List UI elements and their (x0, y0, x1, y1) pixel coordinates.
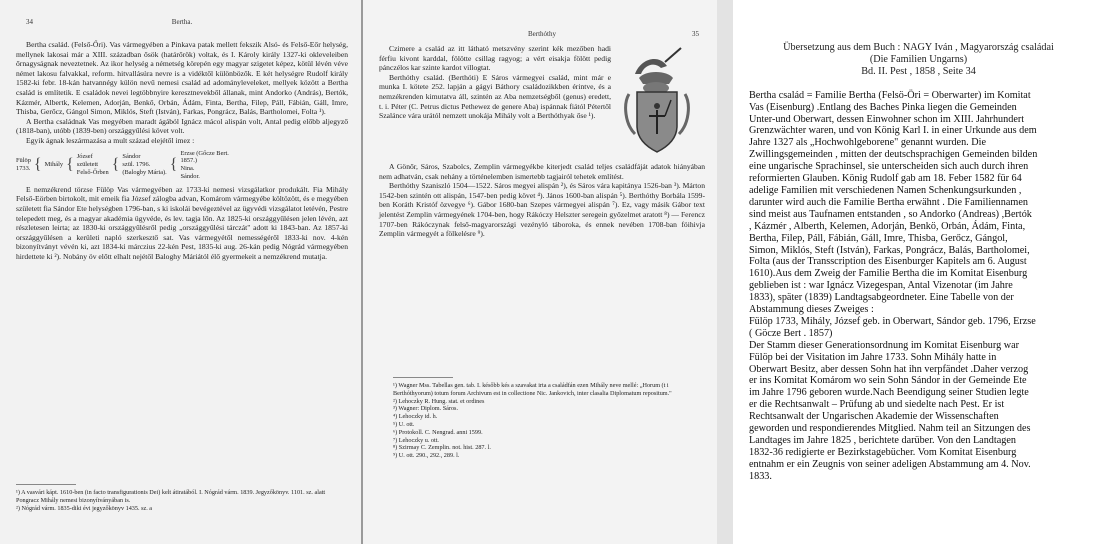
footnote: ⁷) Lehoczky u. ott. (393, 436, 439, 444)
footnote: ³) Wagner: Diplom. Sáros. (393, 405, 458, 413)
translation-line: Oberwart Besitz, aber dessen Sohn hat ihn verpfändet .Daher verzog (749, 363, 1029, 375)
running-head: Berthóthy (528, 30, 556, 38)
translation-line: Fülöp 1733, Mihály, József geb. in Oberwart, Sándor geb. 1796, Erzse (749, 315, 1036, 327)
translation-line: , Kázmér , Alberth, Kelemen, Adorján, Benkö, Orbán, Ádám, Finta, (749, 220, 1026, 232)
translation-line: er ins Komitat Komárom wo sein Sohn Sándor in der Gemeinde Ete (749, 375, 1027, 387)
translation-line: darunter wird auch die Familie Bertha erwähnt . Die Familiennamen (749, 196, 1028, 208)
genealogy-generation (122, 153, 166, 176)
brace-icon: { (66, 156, 74, 174)
translation-line: Fülöp bei der Visitation im Jahre 1733. Sohn Mihály hatte in (749, 351, 997, 363)
translation-body (749, 90, 1088, 483)
genealogy-name: Erzse (Gőcze Bert. (180, 149, 229, 157)
page-number: 34 (26, 18, 33, 26)
translation-line: Bertha, Filep, Páll, Fábián, Gáll, Imre, Thisba, Gerőcz, Gángol, (749, 232, 1008, 244)
title-line: (Die Familien Ungarns) (869, 53, 968, 65)
genealogy-name: Fülöp (16, 157, 31, 165)
translation-line: 1833), später (1839) Landtagsabgeordneter. Eine Tabelle von der (749, 292, 1014, 304)
genealogy-note: szül. 1796. (122, 161, 151, 169)
middle-footnotes (393, 367, 699, 460)
left-page-header (16, 14, 348, 30)
translation-line: Vas (Eisenburg) .Entlang des Baches Pinka liegen die Gemeinden (749, 101, 1017, 113)
footnote: ¹) Wagner Mss. Tabellas gen. tab. I. később kés a szavakat irta a családfán ezen Mihály neve mellé: „Horum (t i Berthóthyorum) totum forum Archivum est in collectione Nic. Jankovich, inter clasalia Diplomatum repositum." (393, 382, 672, 397)
translation-line: ( Göcze Bert . 1857) (749, 327, 833, 339)
left-page-body (16, 40, 348, 261)
paragraph: A Bertha családnak Vas megyében maradt ágából Ignácz mácol alispán volt, Antal pedig előbb aljegyző (1818-ban), utóbb (1839-ben) országgyűlési követ volt. (16, 116, 348, 136)
translation-line: er die Rechtsanwalt – Prüfung ab und siedelte nach Pest. Er ist (749, 399, 1005, 411)
translation-line: 1610).Aus dem Zweig der Familie Bertha die im Komitat Eisenburg (749, 268, 1028, 280)
translation-line: Landtages im Jahre 1825 , berichtete darüber. Von den Landtagen (749, 435, 1016, 446)
translation-line: Rechtsanwalt der Ungarischen Akademie der Wissenschaften (749, 411, 999, 423)
genealogy-name: Mihály (44, 161, 64, 169)
footnote: ⁶) Protokoll. C. Nengrad. anni 1599. (393, 428, 483, 436)
footnote-divider (16, 484, 76, 485)
translation-line: Zwillingsgemeinden , mitten der deutschsprachigen Gemeinden bilden (749, 149, 1038, 161)
genealogy-note: (Balogby Mária). (122, 169, 167, 177)
paragraph: Berthóthy Szaniszló 1504—1522. Sáros megyei alispán ²), és Sáros vára kapitánya 1526-ban ³). Márton 1542-ben szintén ott alispán, 1547-ben pedig követ ⁴). János 1600-ban alispán ⁵). Berthóthy Borbála 1599-ben Koráth Kristóf özvegye ⁶). Gábor 1680-ban Szepes vármegyei alispán ⁷). Ez, vagy másik Gábor text jelentést Zemplin vármegyének 1704-ben, hogy Rákóczy Helszter seregein győzelmet aratott ⁸) — Ferencz 1707-ben Rákóczynak felső-magyarországi vezényló táboroka, és ennek nevében 1708-ban föihivja Zemplin vármegyét a fölkelésre ⁹). (379, 181, 705, 239)
page-number: 35 (692, 30, 699, 38)
paragraph: Egyik ágnak leszármazása a mult század elejétől imez : (26, 135, 195, 145)
translation-line: Abstammung dieses Zweiges : (749, 304, 874, 316)
left-book-page (0, 0, 362, 544)
footnote: ⁹) U. ott. 290., 292., 289. l. (393, 452, 460, 460)
translation-line: Simon, Miklós, Steft (István), Farkas, Pongrácz, Balás, Bartholomei, (749, 244, 1030, 256)
genealogy-note: 1857.) (180, 157, 197, 165)
translation-title (749, 42, 1088, 78)
coat-of-arms-icon (621, 44, 693, 162)
page-gap (717, 0, 733, 544)
footnote: ²) Nógrád várm. 1835-diki évi jegyzőkönyv 1435. sz. a (16, 504, 153, 512)
middle-page-body-continued (379, 162, 705, 239)
translation-line: Bertha család = Familie Bertha (Felsö-Öri = Oberwarter) im Komitat (749, 89, 1031, 101)
footnote: ¹) A vasvári kápt. 1610-ben (in facto transfigurationis Dei) kelt átiratából. I. Nógrád várm. 1839. Jegyzőkönyv. 1101. sz. alatt Pongracz Mihály nemesi bizonyítványában is. (16, 489, 326, 504)
title-line: Bd. II. Pest , 1858 , Seite 34 (861, 65, 976, 77)
genealogy-root (16, 157, 31, 173)
running-head: Bertha. (171, 18, 193, 26)
paragraph: A Gönőr, Sáros, Szabolcs, Zemplin vármegyékbe kiterjedt család teljes családfáját adatok hiányában nem adhatván, csak nehány a történelemben ismertebb tagjairól tehetek említést. (379, 162, 705, 181)
translation-line: 1832-36 redigierte er Bezirkstagebücher. Vom Komitat Eisenburg (749, 446, 1017, 458)
translation-line: geworden und respondierendes Mitglied. Nahm teil an Sitzungen des (749, 423, 1031, 435)
paragraph: Czimere a család az itt látható metszvény szerint kék mezőben hadi férfiu kivont karddal, fölötte csillag ragyog; a vért eisakja fölött pedig pánczélos kar szinte kardot villogtat. (379, 44, 611, 73)
translation-line: reformierten Glauben. König Rudolf gab am 18. Feber 1582 für 64 (749, 173, 1022, 185)
paragraph: Berthóthy család. (Berthóti) E Sáros vármegyei család, mint már e munka I. kötete 252. lapján a gágyi Báthory családozikkben érintve, és a nemzékrenden kimutatva áll, szintén az Aba nemzetségből (genus) eredett, t. i. Péter (C. Petrus dictus Pethewez de genere Aba) ispánnak fiától Pétertől Szalánce vára urától nemzett unokája Mihály volt a Berthóthyak őse ¹). (379, 72, 611, 121)
brace-icon: { (111, 156, 120, 174)
translation-line: adelige Familien mit verschiedenen Namen Schenkungsurkunden , (749, 184, 1022, 196)
translation-line: Jahre 1327 als „Hochwohlgeborene" genannt wurden. Die (749, 137, 986, 149)
genealogy-generation (77, 153, 109, 176)
middle-page-header (379, 14, 705, 38)
translation-line: Grenzwächter waren, und von König Karl I. in einer Urkunde aus dem (749, 125, 1037, 137)
translation-line: 1833. (749, 470, 772, 482)
translation-line: geblieben ist : war Ignácz Vizegespan, Antal Vizenotar (im Jahre (749, 280, 1013, 292)
translation-page (733, 0, 1100, 544)
genealogy-name: Sándor (122, 153, 141, 161)
genealogy-name: Nina. (180, 165, 195, 173)
footnote: ⁸) Szirmay C. Zemplin. not. hist. 287. l. (393, 444, 491, 452)
left-footnotes (16, 474, 348, 512)
genealogy-year: 1733. (16, 165, 31, 173)
genealogy-table (16, 150, 348, 181)
genealogy-name: Sándor. (180, 172, 200, 180)
translation-line: Der Stamm dieser Generationsordnung im Komitat Eisenburg war (749, 339, 1020, 351)
translation-line: eine ungarische Sprachinsel, sie unterscheiden sich auch durch ihren (749, 161, 1029, 173)
footnote-divider (393, 377, 453, 378)
genealogy-note: Felső-Őrben (76, 169, 109, 177)
translation-line: Folta (aus der Transscription des Eisenburger Kapitels am 6. August (749, 256, 1027, 268)
genealogy-note: született (76, 161, 99, 169)
brace-icon: { (169, 156, 178, 174)
footnote: ²) Lehoczky R. Hung. stat. et ordines (393, 397, 485, 405)
translation-line: im Jahre 1796 geboren wurde.Nach Beendigung seiner Studien legte (749, 387, 1029, 399)
paragraph: E nemzékrend törzse Fülöp Vas vármegyében az 1733-ki nemesi vizsgálatkor produkált. Fia Mihály Felső-Eörben birtokolt, mit emeik fia József zálogba advan, Komárom vármegyébe költözött, és e megyében született fia Sándor Ete helységben 1796-ban, s ki iskolái bevégeztével az ügyvédi vizsgálatot letévén, Pestre telepedett meg, és a magyar akadémia ügyvéde, és lev. tagja lőn. Az 1825-ki országgyűlésen jelen lévén, azt részletesen leirta; az 1830-ki országgyűlésről pedig „országgyűlési tárczát" adott ki 1843-ban. Az 1857-ki országgyűlésen a kerületi napló szerkesztő sat. Vas vármegyétől nemességéről 1833-ki nov. 4-kén bizonyítványt vévén ki, azt 1834-ki márczius 22-kén Pest, 1835-ki aug. 26-kán pedig Nógrád vármegyében hirdettete ki ²). Nobány öv előtt elhalt nejétől Baloghy Máriától élő gyermekeit a nemzékrend mutatja. (16, 184, 348, 261)
middle-book-page (363, 0, 717, 544)
genealogy-generation (180, 150, 228, 181)
paragraph: Bertha család. (Felső-Őri). Vas vármegyében a Pinkava patak mellett fekszik Alsó- és Felső-Eőr helység, mellynek lakosai már a XIII. században ősök (határőrök) voltak, és I. Károly király 1327-ki okleveleiben őrnagyságnak neveztetnek. Az ikor helység a németség körepén egy magyar szigetet képez, kötül lévén véve német lakosu falvakkal, reform. hitvallásúra nevre is a vidéktől különbözők. E két helységre Rudolf király 1582-ki febr. 18-kán hatvannégy külön nevű nemesi család ad adományleveleket, mellyek között a Bertha család is említetik. E családok nevei legtöbbnyire keresztnevekből állanak, mint Andorko (András), Bertók, Kázmér, Albertk, Kelemen, Adorján, Benkő, Orbán, Ádám, Finta, Bertha, Filep, Páll, Fábián, Gáll, Imre, Thisba, Gerőcz, Gángol Simon, Miklós, Steft (István), Farkas, Pongrácz, Balás, Bartholomei, Folta ¹). (16, 40, 348, 117)
translation-line: sind meist aus Taufnamen entstanden , so Andorko (Andreas) ,Bertók (749, 208, 1032, 220)
genealogy-name: József (76, 153, 93, 161)
footnote: ⁵) U. ott. (393, 420, 415, 428)
translation-line: entnahm er ein Zeugnis von seiner adeligen Abstammung am 4. Nov. (749, 458, 1031, 470)
title-line: Übersetzung aus dem Buch : NAGY Iván , Magyarország családai (783, 42, 1054, 53)
middle-page-body (379, 44, 611, 162)
crest-section (379, 44, 705, 162)
translation-line: Unter-und Oberwart, dessen Einwohner schon im XIII. Jahrhundert (749, 113, 1025, 125)
footnote: ⁴) Lehoczky id. h. (393, 413, 438, 421)
brace-icon: { (33, 156, 42, 174)
